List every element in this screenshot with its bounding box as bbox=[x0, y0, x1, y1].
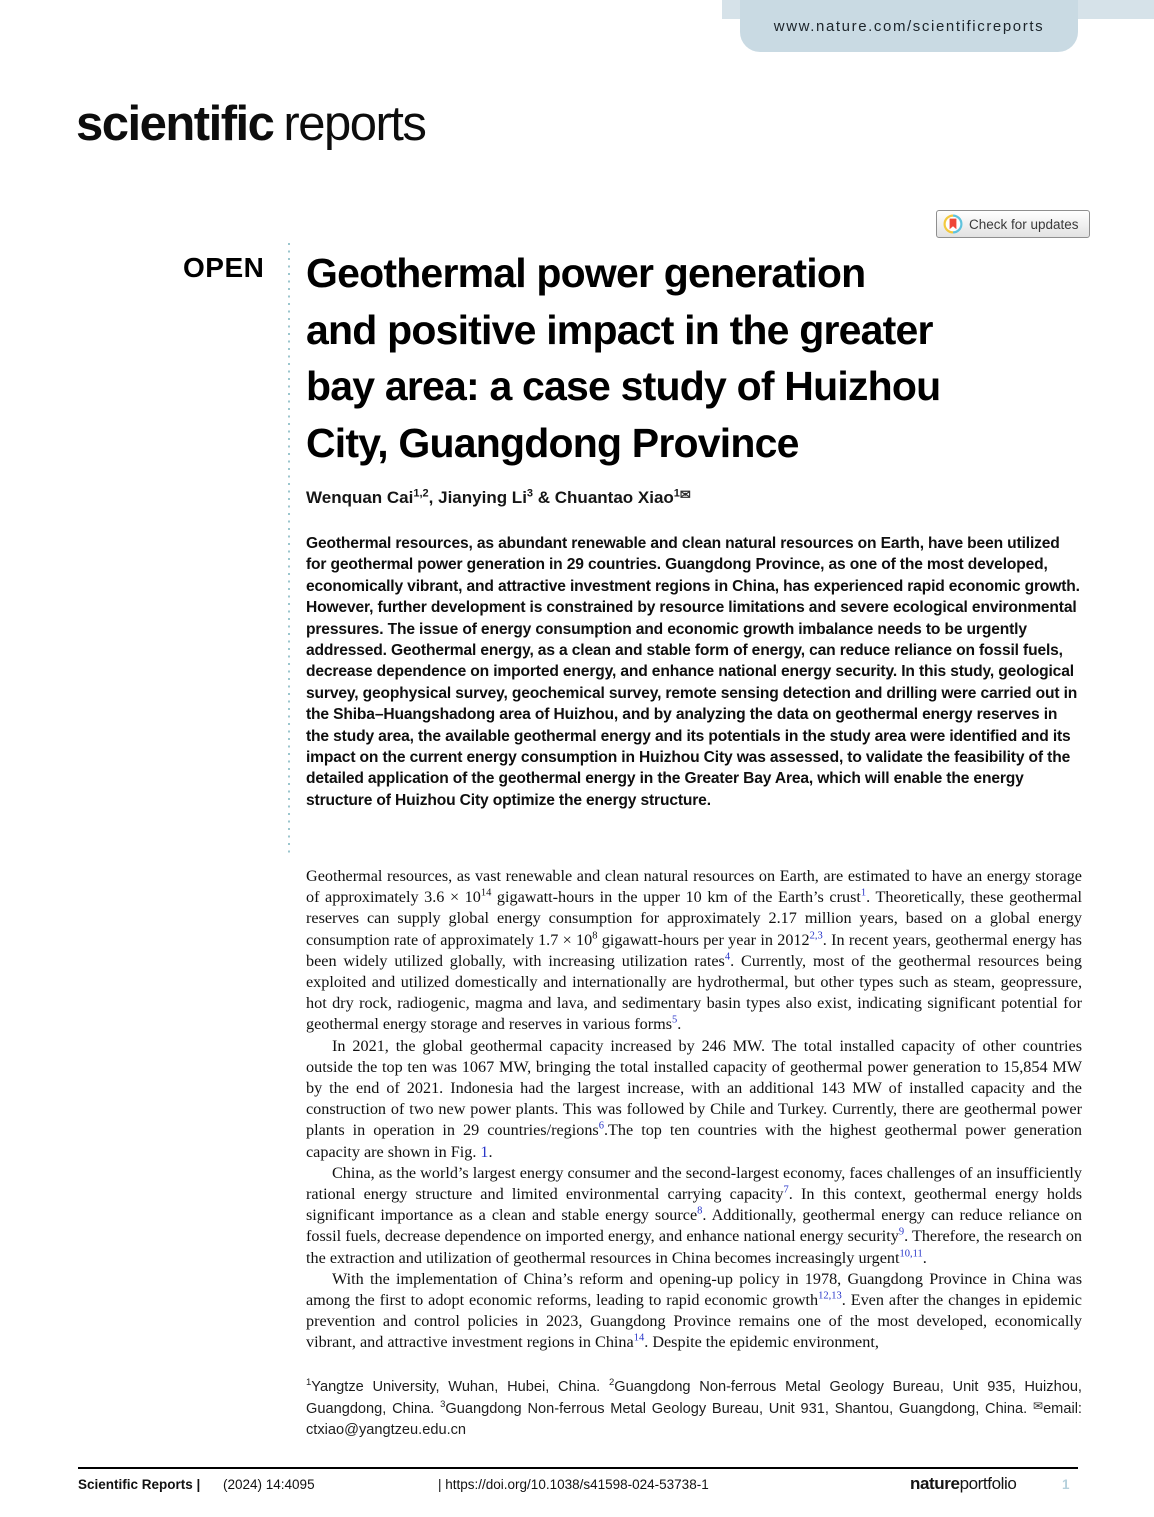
abstract-text: Geothermal resources, as abundant renewable and clean natural resources on Earth, have been utilized for geothermal power generation in 29 countries. Guangdong Province, as one of the most developed, economically vibrant, and attractive investment regions in China, has experienced rapid economic growth. However, further development is constrained by resource limitations and severe ecological environmental pressures. The issue of energy consumption and economic growth imbalance needs to be urgently addressed. Geothermal energy, as a clean and stable form of energy, can reduce reliance on fossil fuels, decrease dependence on imported energy, and enhance national energy security. In this study, geological survey, geophysical survey, geochemical survey, remote sensing detection and drilling were carried out in the Shiba–Huangshadong area of Huizhou, and by analyzing the data on geothermal energy reserves in the study area, the available geothermal energy and its potentials in the study area were identified and its impact on the current energy consumption in Huizhou City was assessed, to validate the feasibility of the detailed application of the geothermal energy in the Greater Bay Area, which will enable the energy structure of Huizhou City optimize the energy structure. bbox=[306, 535, 1080, 809]
logo-word-scientific: scientific bbox=[76, 97, 274, 151]
page-number: 1 bbox=[1062, 1477, 1070, 1492]
title-line: bay area: a case study of Huizhou bbox=[306, 363, 941, 409]
journal-url-pill[interactable] bbox=[740, 0, 1078, 52]
footer-doi-link[interactable]: | https://doi.org/10.1038/s41598-024-53738-1 bbox=[438, 1477, 709, 1492]
article-body bbox=[306, 866, 1082, 1354]
body-paragraph: China, as the world’s largest energy consumer and the second-largest economy, faces challenges of an insufficiently rational energy structure and limited environmental carrying capacity$^7$. In this context, geothermal energy holds significant importance as a clean and stable energy source$^8$. Additionally, geothermal energy can reduce reliance on fossil fuels, decrease dependence on imported energy, and enhance national energy security$^9$. Therefore, the research on the extraction and utilization of geothermal resources in China becomes increasingly urgent$^{10,11}$. bbox=[306, 1163, 1083, 1267]
body-paragraph: In 2021, the global geothermal capacity increased by 246 MW. The total installed capacity of other countries outside the top ten was 1067 MW, bringing the total installed capacity of geothermal power generation to 15,854 MW by the end of 2021. Indonesia had the largest increase, with an additional 143 MW of installed capacity and the construction of two new power plants. This was followed by Chile and Turkey. Currently, there are geothermal power plants in operation in 29 countries/regions$^6$.The top ten countries with the highest geothermal power generation capacity are shown in Fig. 1. bbox=[306, 1036, 1083, 1161]
body-paragraph: Geothermal resources, as vast renewable and clean natural resources on Earth, are estimated to have an energy storage of approximately $3.6 \times 10^{14}$ gigawatt-hours in the upper 10 km of the Earth’s crust$^1$. Theoretically, these geothermal reserves can supply global energy consumption for approximately 2.17 million years, based on a global energy consumption rate of approximately $1.7 \times 10^8$ gigawatt-hours per year in 2012$^{2,3}$. In recent years, geothermal energy has been widely utilized globally, with increasing utilization rates$^4$. Currently, most of the geothermal resources being exploited and utilized domestically and internationally are hydrothermal, but other types such as steam, geopressure, hot dry rock, radiogenic, magma and lava, and sedimentary basin types also exist, indicating significant potential for geothermal energy storage and reserves in various forms$^5$. bbox=[306, 867, 1082, 1034]
brand-portfolio: portfolio bbox=[959, 1474, 1017, 1493]
body-paragraph: With the implementation of China’s reform and opening-up policy in 1978, Guangdong Province in China was among the first to adopt economic reforms, leading to rapid economic growth$^{12,13}$. Even after the changes in epidemic prevention and control policies in 2023, Guangdong Province remains one of the most developed, economically vibrant, and attractive investment regions in China$^{14}$. Despite the epidemic environment, bbox=[306, 1269, 1082, 1352]
check-for-updates-button[interactable] bbox=[936, 210, 1090, 238]
article-title bbox=[306, 245, 1066, 471]
check-for-updates-label: Check for updates bbox=[969, 216, 1079, 232]
crossmark-icon bbox=[943, 214, 963, 234]
journal-logo bbox=[76, 96, 425, 152]
envelope-icon: ✉ bbox=[1033, 1398, 1044, 1413]
brand-nature: nature bbox=[910, 1474, 960, 1493]
author-list: Wenquan Cai$^{1,2}$, Jianying Li$^3$ & Chuantao Xiao$^{1✉}$ bbox=[306, 487, 691, 507]
nature-portfolio-logo bbox=[910, 1474, 1016, 1494]
footer-journal-name: Scientific Reports | bbox=[78, 1477, 201, 1492]
journal-url: www.nature.com/scientificreports bbox=[773, 17, 1045, 35]
footer-issue: (2024) 14:4095 bbox=[223, 1477, 315, 1492]
affiliations-text: $^1$Yangtze University, Wuhan, Hubei, China. $^2$Guangdong Non-ferrous Metal Geology Bureau, Unit 935, Huizhou, Guangdong, China. $^3$Guangdong Non-ferrous Metal Geology Bureau, Unit 931, Shantou, Guangdong, China. ✉email: ctxiao@yangtzeu.edu.cn bbox=[306, 1377, 1082, 1438]
title-line: Geothermal power generation bbox=[306, 250, 866, 296]
envelope-icon: ✉ bbox=[679, 487, 691, 502]
title-line: and positive impact in the greater bbox=[306, 306, 933, 353]
footer-rule bbox=[78, 1467, 1078, 1469]
logo-word-reports: reports bbox=[283, 97, 426, 151]
dotted-divider bbox=[288, 243, 290, 857]
title-line: City, Guangdong Province bbox=[306, 419, 799, 466]
open-access-label: OPEN bbox=[183, 252, 265, 283]
